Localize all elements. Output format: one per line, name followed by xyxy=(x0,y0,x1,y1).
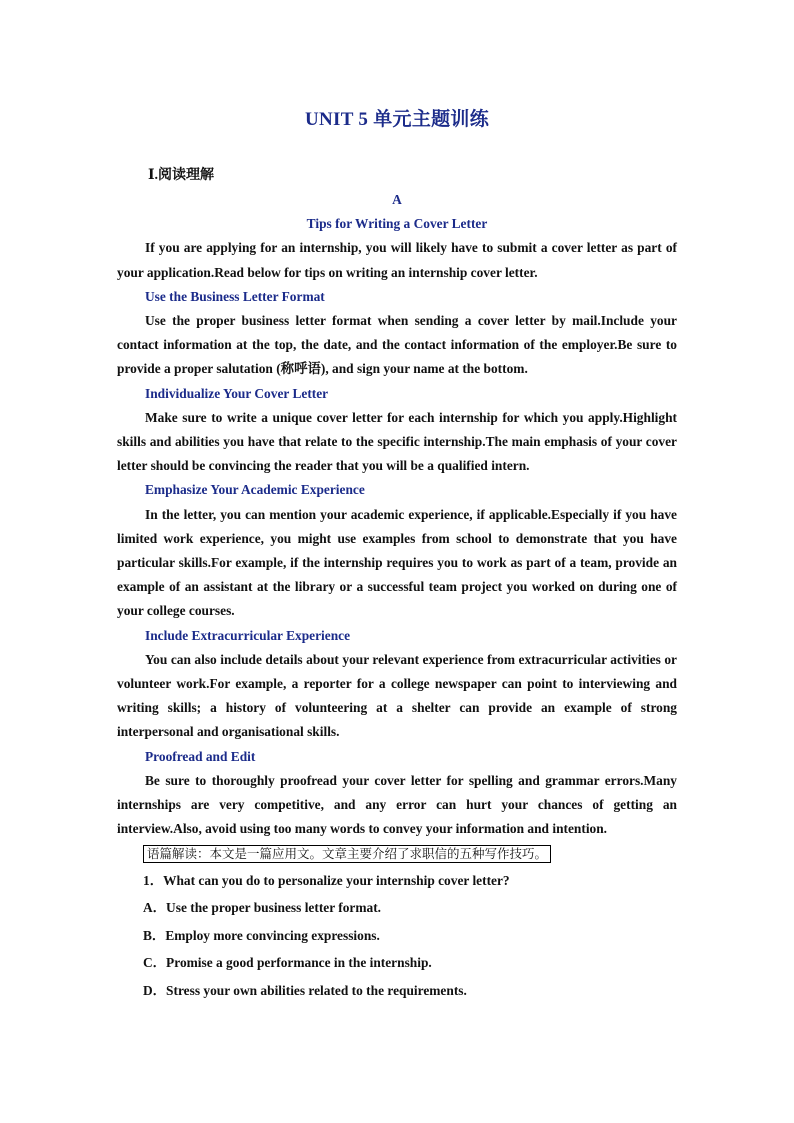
option-c: C．Promise a good performance in the internship. xyxy=(143,955,432,971)
intro-paragraph: If you are applying for an internship, you will likely have to submit a cover letter as part of your application.Read below for tips on writing an internship cover letter. xyxy=(117,240,677,280)
section-heading-format: Use the Business Letter Format xyxy=(145,288,325,304)
section-text-proofread: Be sure to thoroughly proofread your cover letter for spelling and grammar errors.Many internships are very competitive, and any error can hurt your chances of getting an interview.Also, avoid using too many words to convey your information and intention. xyxy=(117,772,677,837)
section-text-extracurricular: You can also include details about your relevant experience from extracurricular activities or volunteer work.For example, a reporter for a college newspaper can point to interviewing and writing skills; a history of volunteering at a shelter can provide an example of strong interpersonal and organisational skills. xyxy=(117,651,677,740)
passage-body xyxy=(117,188,677,1004)
question-stem: 1．What can you do to personalize your internship cover letter? xyxy=(143,872,510,888)
section-text-individualize: Make sure to write a unique cover letter for each internship for which you apply.Highlight skills and abilities you have that relate to the specific internship.The main emphasis of your cover letter should be convincing the reader that you will be a qualified intern. xyxy=(117,409,677,474)
option-a: A．Use the proper business letter format. xyxy=(143,900,382,916)
section-label: Ⅰ.阅读理解 xyxy=(148,168,215,183)
section-heading-proofread: Proofread and Edit xyxy=(145,748,256,764)
passage-title: Tips for Writing a Cover Letter xyxy=(306,216,488,232)
section-heading-academic: Emphasize Your Academic Experience xyxy=(145,482,365,498)
section-heading-individualize: Individualize Your Cover Letter xyxy=(145,385,329,401)
passage-analysis-note: 语篇解读：本文是一篇应用文。文章主要介绍了求职信的五种写作技巧。 xyxy=(143,845,551,863)
option-b: B．Employ more convincing expressions. xyxy=(143,927,380,943)
page-title: UNIT 5 单元主题训练 xyxy=(304,109,490,130)
passage-label: A xyxy=(392,192,402,207)
section-text-academic: In the letter, you can mention your academic experience, if applicable.Especially if you have limited work experience, you might use examples from school to demonstrate that you have particular skills.For example, if the internship requires you to work as part of a team, provide an example of an assistant at the library or a successful team project you worked on during one of your college courses. xyxy=(117,506,677,619)
option-d: D．Stress your own abilities related to the requirements. xyxy=(143,982,467,998)
section-heading-extracurricular: Include Extracurricular Experience xyxy=(145,627,351,643)
section-text-format: Use the proper business letter format when sending a cover letter by mail.Include your contact information at the top, the date, and the contact information of the employer.Be sure to provide a proper salutation (称呼语), and sign your name at the bottom. xyxy=(117,313,677,377)
